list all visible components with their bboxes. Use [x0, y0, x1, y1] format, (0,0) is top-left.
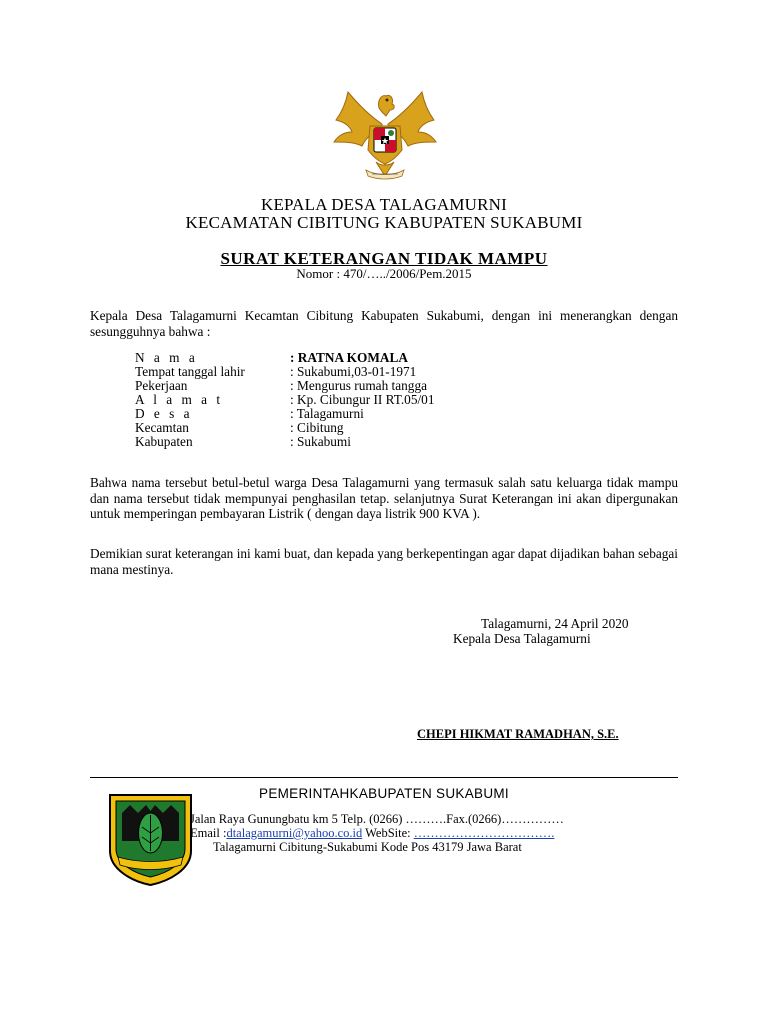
field-label: D e s a [135, 406, 193, 421]
email-link[interactable]: dtalagamurni@yahoo.co.id [226, 826, 363, 840]
field-value: : Sukabumi,03-01-1971 [290, 364, 417, 379]
intro-paragraph: Kepala Desa Talagamurni Kecamtan Cibitung Kabupaten Sukabumi, dengan ini menerangkan dengan sesungguhnya bahwa : [90, 308, 678, 339]
place-date: Talagamurni, 24 April 2020 [481, 616, 629, 631]
letter-number: Nomor : 470/…../2006/Pem.2015 [296, 266, 472, 281]
field-value: : Mengurus rumah tangga [290, 378, 428, 393]
field-value: : Cibitung [290, 420, 344, 435]
footer-address: Jalan Raya Gunungbatu km 5 Telp. (0266) ……….Fax.(0266)…………… [190, 812, 564, 826]
body-paragraph-1: Bahwa nama tersebut betul-betul warga Desa Talagamurni yang termasuk salah satu keluarga tidak mampu dan nama tersebut tidak mempunyai penghasilan tetap. selanjutnya Surat Keterangan ini akan dipergunakan untuk memperingan pembayaran Listrik ( dengan daya listrik 900 KVA ). [90, 475, 678, 521]
header-line-2: KECAMATAN CIBITUNG KABUPATEN SUKABUMI [185, 213, 583, 232]
email-label: Email : [190, 826, 227, 840]
footer-divider [90, 777, 678, 778]
sukabumi-logo-icon [108, 793, 193, 886]
field-label: A l a m a t [135, 392, 224, 407]
field-value: : Talagamurni [290, 406, 364, 421]
field-label: Kabupaten [135, 434, 193, 449]
footer-heading: PEMERINTAHKABUPATEN SUKABUMI [259, 786, 509, 801]
field-label: Pekerjaan [135, 378, 188, 393]
field-value: : RATNA KOMALA [290, 350, 408, 365]
body-paragraph-2: Demikian surat keterangan ini kami buat, dan kepada yang berkepentingan agar dapat dijadikan bahan sebagai mana mestinya. [90, 546, 678, 577]
field-label: Tempat tanggal lahir [135, 364, 245, 379]
header-line-1: KEPALA DESA TALAGAMURNI [261, 195, 507, 214]
footer-contact [190, 826, 554, 841]
field-label: Kecamtan [135, 420, 189, 435]
signatory-wrap [417, 725, 619, 743]
field-label: N a m a [135, 350, 198, 365]
field-value: : Kp. Cibungur II RT.05/01 [290, 392, 435, 407]
field-value: : Sukabumi [290, 434, 351, 449]
letter-title: SURAT KETERANGAN TIDAK MAMPU [220, 249, 548, 268]
signatory-name: CHEPI HIKMAT RAMADHAN, S.E. [417, 727, 619, 741]
signatory-position: Kepala Desa Talagamurni [453, 631, 591, 646]
footer-location: Talagamurni Cibitung-Sukabumi Kode Pos 43179 Jawa Barat [213, 840, 522, 854]
website-link[interactable]: ……………………………. [413, 826, 555, 840]
garuda-emblem-icon [330, 86, 440, 184]
website-label: WebSite: [362, 826, 414, 840]
